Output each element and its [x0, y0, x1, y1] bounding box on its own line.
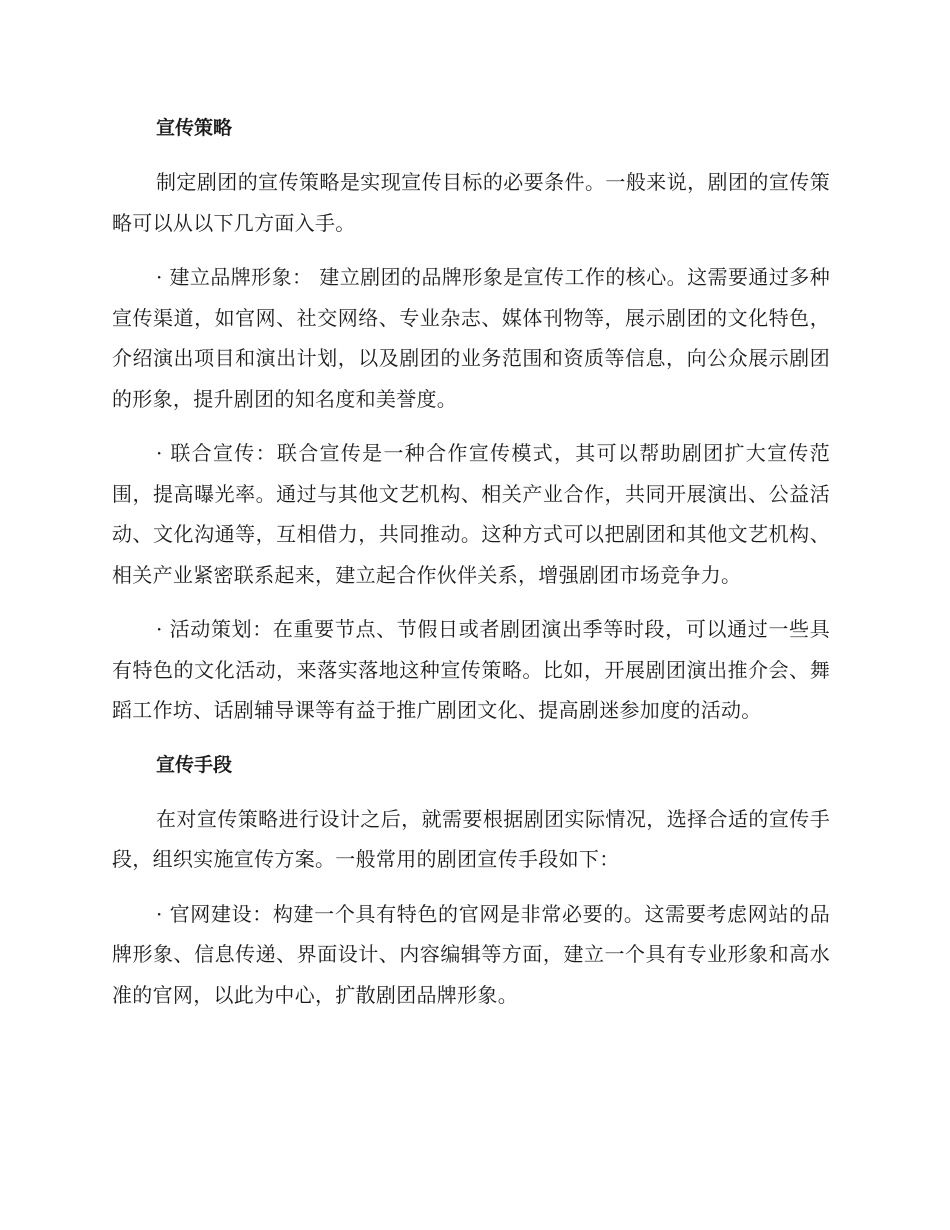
- paragraph-joint-promotion: · 联合宣传：联合宣传是一种合作宣传模式，其可以帮助剧团扩大宣传范围，提高曝光率。通过与其他文艺机构、相关产业合作，共同开展演出、公益活动、文化沟通等，互相借力，共同推动。这种方式可以把剧团和其他文艺机构、相关产业紧密联系起来，建立起合作伙伴关系，增强剧团市场竞争力。: [112, 441, 830, 587]
- section-heading-means: 宣传手段: [156, 753, 233, 776]
- paragraph-intro: 制定剧团的宣传策略是实现宣传目标的必要条件。一般来说，剧团的宣传策略可以从以下几方面入手。: [112, 170, 830, 235]
- section-heading-strategy: 宣传策略: [156, 117, 233, 139]
- paragraph-brand-image: · 建立品牌形象： 建立剧团的品牌形象是宣传工作的核心。这需要通过多种宣传渠道，如官网、社交网络、专业杂志、媒体刊物等，展示剧团的文化特色，介绍演出项目和演出计划，以及剧团的业务范围和资质等信息，向公众展示剧团的形象，提升剧团的知名度和美誉度。: [112, 265, 830, 411]
- document-page: [112, 108, 830, 1029]
- paragraph-website: · 官网建设：构建一个具有特色的官网是非常必要的。这需要考虑网站的品牌形象、信息传递、界面设计、内容编辑等方面，建立一个具有专业形象和高水准的官网，以此为中心，扩散剧团品牌形象。: [112, 901, 830, 1007]
- paragraph-means-intro: 在对宣传策略进行设计之后，就需要根据剧团实际情况，选择合适的宣传手段，组织实施宣传方案。一般常用的剧团宣传手段如下：: [112, 806, 830, 871]
- paragraph-event-planning: · 活动策划：在重要节点、节假日或者剧团演出季等时段，可以通过一些具有特色的文化活动，来落实落地这种宣传策略。比如，开展剧团演出推介会、舞蹈工作坊、话剧辅导课等有益于推广剧团文化、提高剧迷参加度的活动。: [112, 617, 830, 722]
